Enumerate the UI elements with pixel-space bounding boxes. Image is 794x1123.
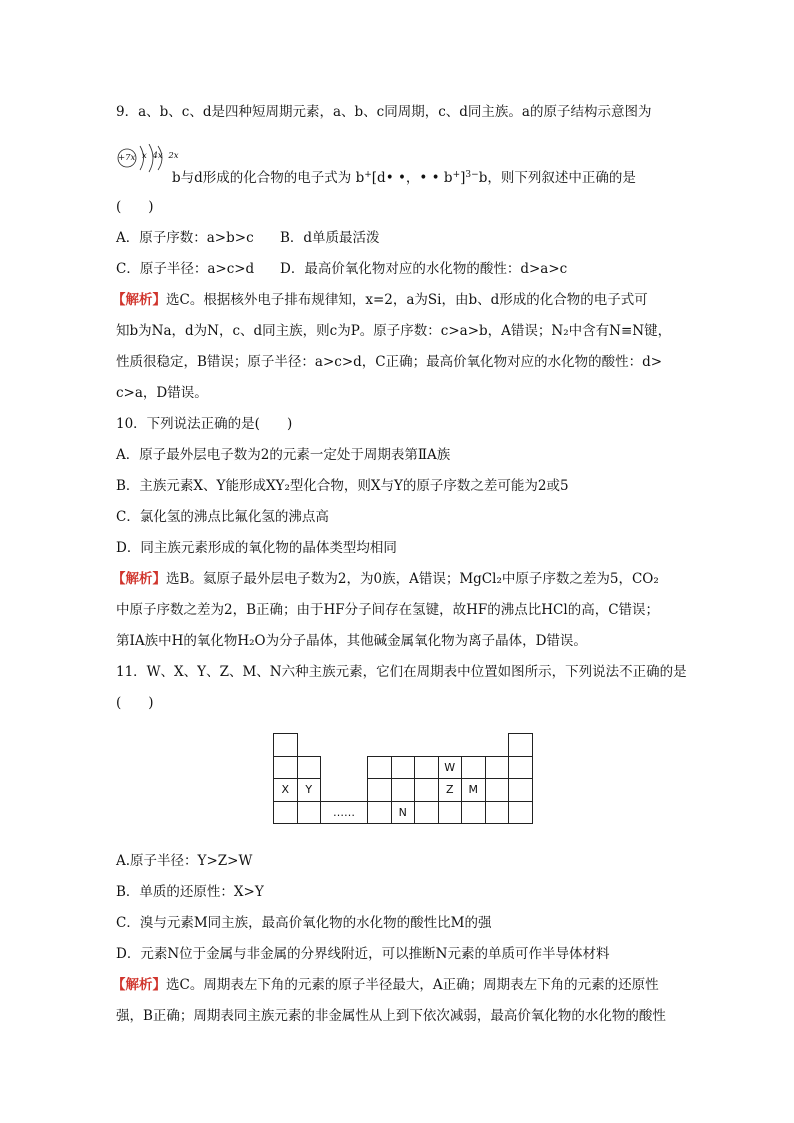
q9-analysis-line2: 知b为Na，d为N，c、d同主族，则c为P。原子序数：c>a>b，A错误；N₂中含有N≡N键，	[116, 323, 672, 339]
pt-cell	[415, 756, 439, 779]
q11-analysis-text1: 选C。周期表左下角的元素的原子半径最大，A正确；周期表左下角的元素的还原性	[166, 977, 659, 993]
pt-cell-y: Y	[297, 779, 321, 802]
q9-bracket-close: ]	[460, 170, 466, 186]
pt-cell-m: M	[462, 779, 486, 802]
pt-cell	[368, 801, 392, 824]
q10-option-c: C．氯化氢的沸点比氟化氢的沸点高	[116, 509, 329, 525]
pt-cell	[274, 734, 298, 757]
q9-option-c: C．原子半径：a>c>d	[116, 261, 255, 277]
analysis-tag: 【解析】	[112, 571, 166, 587]
q11-option-a: A.原子半径：Y>Z>W	[116, 853, 253, 869]
atom-nucleus-label: +7x	[118, 153, 136, 163]
pt-cell-x: X	[274, 779, 298, 802]
q9-analysis-line3: 性质很稳定，B错误；原子半径：a>c>d，C正确；最高价氧化物对应的水化物的酸性：d>	[116, 354, 663, 370]
pt-cell	[438, 801, 462, 824]
pt-cell	[462, 756, 486, 779]
q9-stem-line1: 9．a、b、c、d是四种短周期元素，a、b、c同周期，c、d同主族。a的原子结构示意图为	[116, 104, 652, 120]
q10-analysis-line2: 中原子序数之差为2，B正确；由于HF分子间存在氢键，故HF的沸点比HCl的高，C错误；	[116, 602, 660, 618]
pt-cell	[274, 801, 298, 824]
q9-analysis-line1	[112, 291, 648, 309]
pt-cell	[509, 801, 533, 824]
q9-option-a: A．原子序数：a>b>c	[116, 230, 254, 246]
q10-analysis-line1	[112, 570, 659, 588]
q11-analysis-line1	[112, 976, 659, 994]
q9-option-b: B．d单质最活泼	[280, 230, 380, 246]
pt-cell	[485, 801, 509, 824]
q11-analysis-line2: 强，B正确；周期表同主族元素的非金属性从上到下依次减弱，最高价氧化物的水化物的酸性	[116, 1008, 666, 1024]
q11-stem: 11．W、X、Y、Z、M、N六种主族元素，它们在周期表中位置如图所示，下列说法不正确的是	[116, 664, 687, 680]
q9-paren: ( )	[116, 199, 154, 215]
pt-cell	[368, 756, 392, 779]
pt-cell-z: Z	[438, 779, 462, 802]
analysis-tag: 【解析】	[112, 977, 166, 993]
pt-cell	[297, 801, 321, 824]
q9-analysis-text1: 选C。根据核外电子排布规律知，x=2，a为Si，由b、d形成的化合物的电子式可	[166, 292, 648, 308]
pt-cell	[485, 756, 509, 779]
analysis-tag: 【解析】	[112, 292, 166, 308]
pt-cell	[297, 756, 321, 779]
q10-stem: 10．下列说法正确的是( )	[116, 416, 293, 432]
pt-cell	[391, 756, 415, 779]
q10-analysis-text1: 选B。氦原子最外层电子数为2，为0族，A错误；MgCl₂中原子序数之差为5，CO₂	[166, 571, 659, 587]
q9-option-d: D．最高价氧化物对应的水化物的酸性：d>a>c	[280, 261, 568, 277]
atom-shell-labels: x 4x 2x	[142, 151, 179, 161]
pt-cell	[415, 801, 439, 824]
pt-cell	[415, 779, 439, 802]
q11-option-c: C．溴与元素M同主族，最高价氧化物的水化物的酸性比M的强	[116, 915, 492, 931]
q9-stem-part-g: b，则下列叙述中正确的是	[478, 170, 636, 186]
q9-d-symbol: d	[377, 170, 386, 186]
pt-cell	[509, 779, 533, 802]
q11-option-d: D．元素N位于金属与非金属的分界线附近，可以推断N元素的单质可作半导体材料	[116, 946, 610, 962]
q9-stem-part-a: b与d形成的化合物的电子式为 b	[172, 170, 365, 186]
pt-cell	[509, 734, 533, 757]
pt-cell	[462, 801, 486, 824]
pt-cell-ellipsis: ……	[321, 801, 368, 824]
pt-cell	[391, 779, 415, 802]
pt-cell-n: N	[391, 801, 415, 824]
pt-cell	[368, 779, 392, 802]
q9-analysis-line4: c>a，D错误。	[116, 385, 208, 401]
q10-option-a: A．原子最外层电子数为2的元素一定处于周期表第ⅡA族	[116, 447, 451, 463]
pt-cell	[509, 756, 533, 779]
q10-analysis-line3: 第ⅠA族中H的氧化物H₂O为分子晶体，其他碱金属氧化物为离子晶体，D错误。	[116, 633, 587, 649]
q10-option-b: B．主族元素X、Y能形成XY₂型化合物，则X与Y的原子序数之差可能为2或5	[116, 478, 569, 494]
pt-cell-w: W	[438, 756, 462, 779]
q11-option-b: B．单质的还原性：X>Y	[116, 884, 264, 900]
pt-cell	[274, 756, 298, 779]
q9-stem-line2: b与d形成的化合物的电子式为 b+[d• •，• • b+]$^{3-}$b，则下列叙述中正确的是	[172, 170, 636, 186]
q9-dots: • •，• • b	[385, 170, 453, 186]
q9-bracket-open: [	[371, 170, 378, 186]
q11-paren: ( )	[116, 695, 154, 711]
q10-option-d: D．同主族元素形成的氧化物的晶体类型均相同	[116, 540, 397, 556]
q9-charge: 3−	[465, 170, 479, 180]
pt-cell	[485, 779, 509, 802]
periodic-table-fragment	[273, 733, 533, 824]
